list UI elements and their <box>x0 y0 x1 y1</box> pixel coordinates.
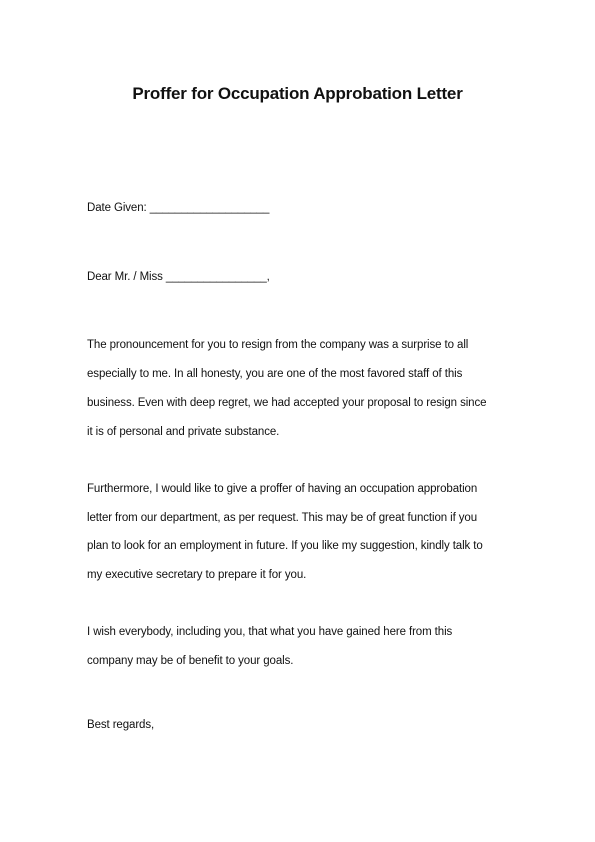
paragraph-line: my executive secretary to prepare it for you. <box>87 569 307 581</box>
paragraph-line: I wish everybody, including you, that what you have gained here from this <box>87 626 453 638</box>
paragraph-line: company may be of benefit to your goals. <box>87 655 294 667</box>
salutation: Dear Mr. / Miss ________________, <box>87 271 270 283</box>
paragraph-line: business. Even with deep regret, we had accepted your proposal to resign since <box>87 397 487 409</box>
closing: Best regards, <box>87 719 155 731</box>
date-line: Date Given: ___________________ <box>87 202 270 214</box>
paragraph-line: The pronouncement for you to resign from the company was a surprise to all <box>87 339 469 351</box>
paragraph-line: plan to look for an employment in future. If you like my suggestion, kindly talk to <box>87 540 483 552</box>
letter-title: Proffer for Occupation Approbation Letter <box>132 84 463 103</box>
paragraph-line: Furthermore, I would like to give a proffer of having an occupation approbation <box>87 483 478 495</box>
paragraph-line: especially to me. In all honesty, you are one of the most favored staff of this <box>87 368 463 380</box>
paragraph-line: letter from our department, as per request. This may be of great function if you <box>87 512 478 524</box>
paragraph-line: it is of personal and private substance. <box>87 426 280 438</box>
